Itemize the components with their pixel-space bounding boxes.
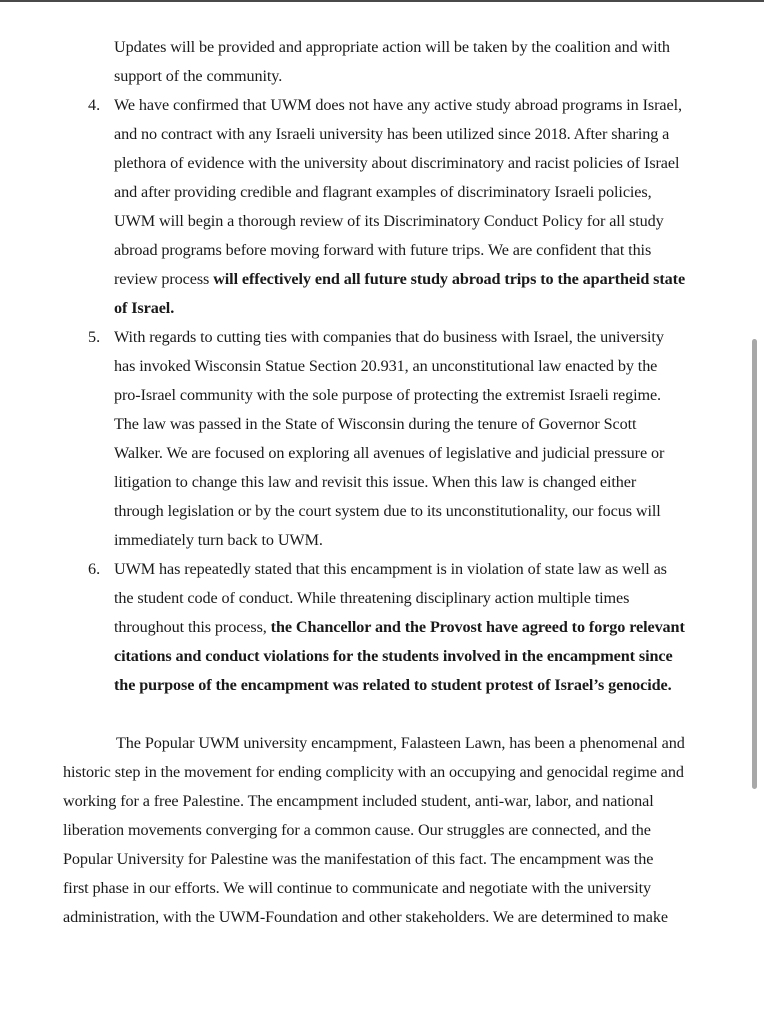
list-item-line: UWM has repeatedly stated that this encampment is in violation of state law as well as <box>114 560 667 578</box>
list-item-line: immediately turn back to UWM. <box>114 531 323 549</box>
vertical-scrollbar[interactable] <box>752 339 757 789</box>
continuation-line: Updates will be provided and appropriate action will be taken by the coalition and with <box>114 38 670 56</box>
list-number: 6. <box>88 560 101 578</box>
bold-text: the purpose of the encampment was related to student protest of Israel’s genocide. <box>114 676 672 694</box>
list-number: 5. <box>88 328 101 346</box>
list-item-line <box>114 617 685 637</box>
bold-text: of Israel. <box>114 299 175 317</box>
list-item-line: and after providing credible and flagrant examples of discriminatory Israeli policies, <box>114 183 652 201</box>
continuation-line: support of the community. <box>114 67 283 85</box>
paragraph-line: first phase in our efforts. We will continue to communicate and negotiate with the university <box>63 879 652 897</box>
bold-text: will effectively end all future study abroad trips to the apartheid state <box>213 270 686 288</box>
bold-text: citations and conduct violations for the students involved in the encampment since <box>114 647 673 665</box>
paragraph-line: Popular University for Palestine was the manifestation of this fact. The encampment was the <box>63 850 654 868</box>
bold-text: the Chancellor and the Provost have agreed to forgo relevant <box>270 618 685 636</box>
list-item-line: We have confirmed that UWM does not have any active study abroad programs in Israel, <box>114 96 682 114</box>
list-item-line: UWM will begin a thorough review of its Discriminatory Conduct Policy for all study <box>114 212 664 230</box>
list-item-line: plethora of evidence with the university about discriminatory and racist policies of Israel <box>114 154 680 172</box>
list-item-line: Walker. We are focused on exploring all avenues of legislative and judicial pressure or <box>114 444 665 462</box>
list-item-line: the student code of conduct. While threatening disciplinary action multiple times <box>114 589 630 607</box>
list-item-line: has invoked Wisconsin Statue Section 20.931, an unconstitutional law enacted by the <box>114 357 658 375</box>
paragraph-line: working for a free Palestine. The encampment included student, anti-war, labor, and national <box>63 792 654 810</box>
list-item-line: With regards to cutting ties with companies that do business with Israel, the university <box>114 328 664 346</box>
list-item-line <box>114 269 685 289</box>
list-item-line: The law was passed in the State of Wisconsin during the tenure of Governor Scott <box>114 415 637 433</box>
list-item-line: through legislation or by the court system due to its unconstitutionality, our focus will <box>114 502 661 520</box>
list-item-line: and no contract with any Israeli university has been utilized since 2018. After sharing a <box>114 125 670 143</box>
paragraph-line: historic step in the movement for ending complicity with an occupying and genocidal regime and <box>63 763 684 781</box>
list-item-line: litigation to change this law and revisit this issue. When this law is changed either <box>114 473 637 491</box>
paragraph-line: liberation movements converging for a common cause. Our struggles are connected, and the <box>63 821 651 839</box>
plain-text: review process <box>114 270 214 288</box>
list-number: 4. <box>88 96 101 114</box>
plain-text: throughout this process, <box>114 618 271 636</box>
paragraph-line: The Popular UWM university encampment, Falasteen Lawn, has been a phenomenal and <box>116 734 685 752</box>
paragraph-line: administration, with the UWM-Foundation and other stakeholders. We are determined to make <box>63 908 668 926</box>
list-item-line: pro-Israel community with the sole purpose of protecting the extremist Israeli regime. <box>114 386 662 404</box>
list-item-line: abroad programs before moving forward with future trips. We are confident that this <box>114 241 652 259</box>
